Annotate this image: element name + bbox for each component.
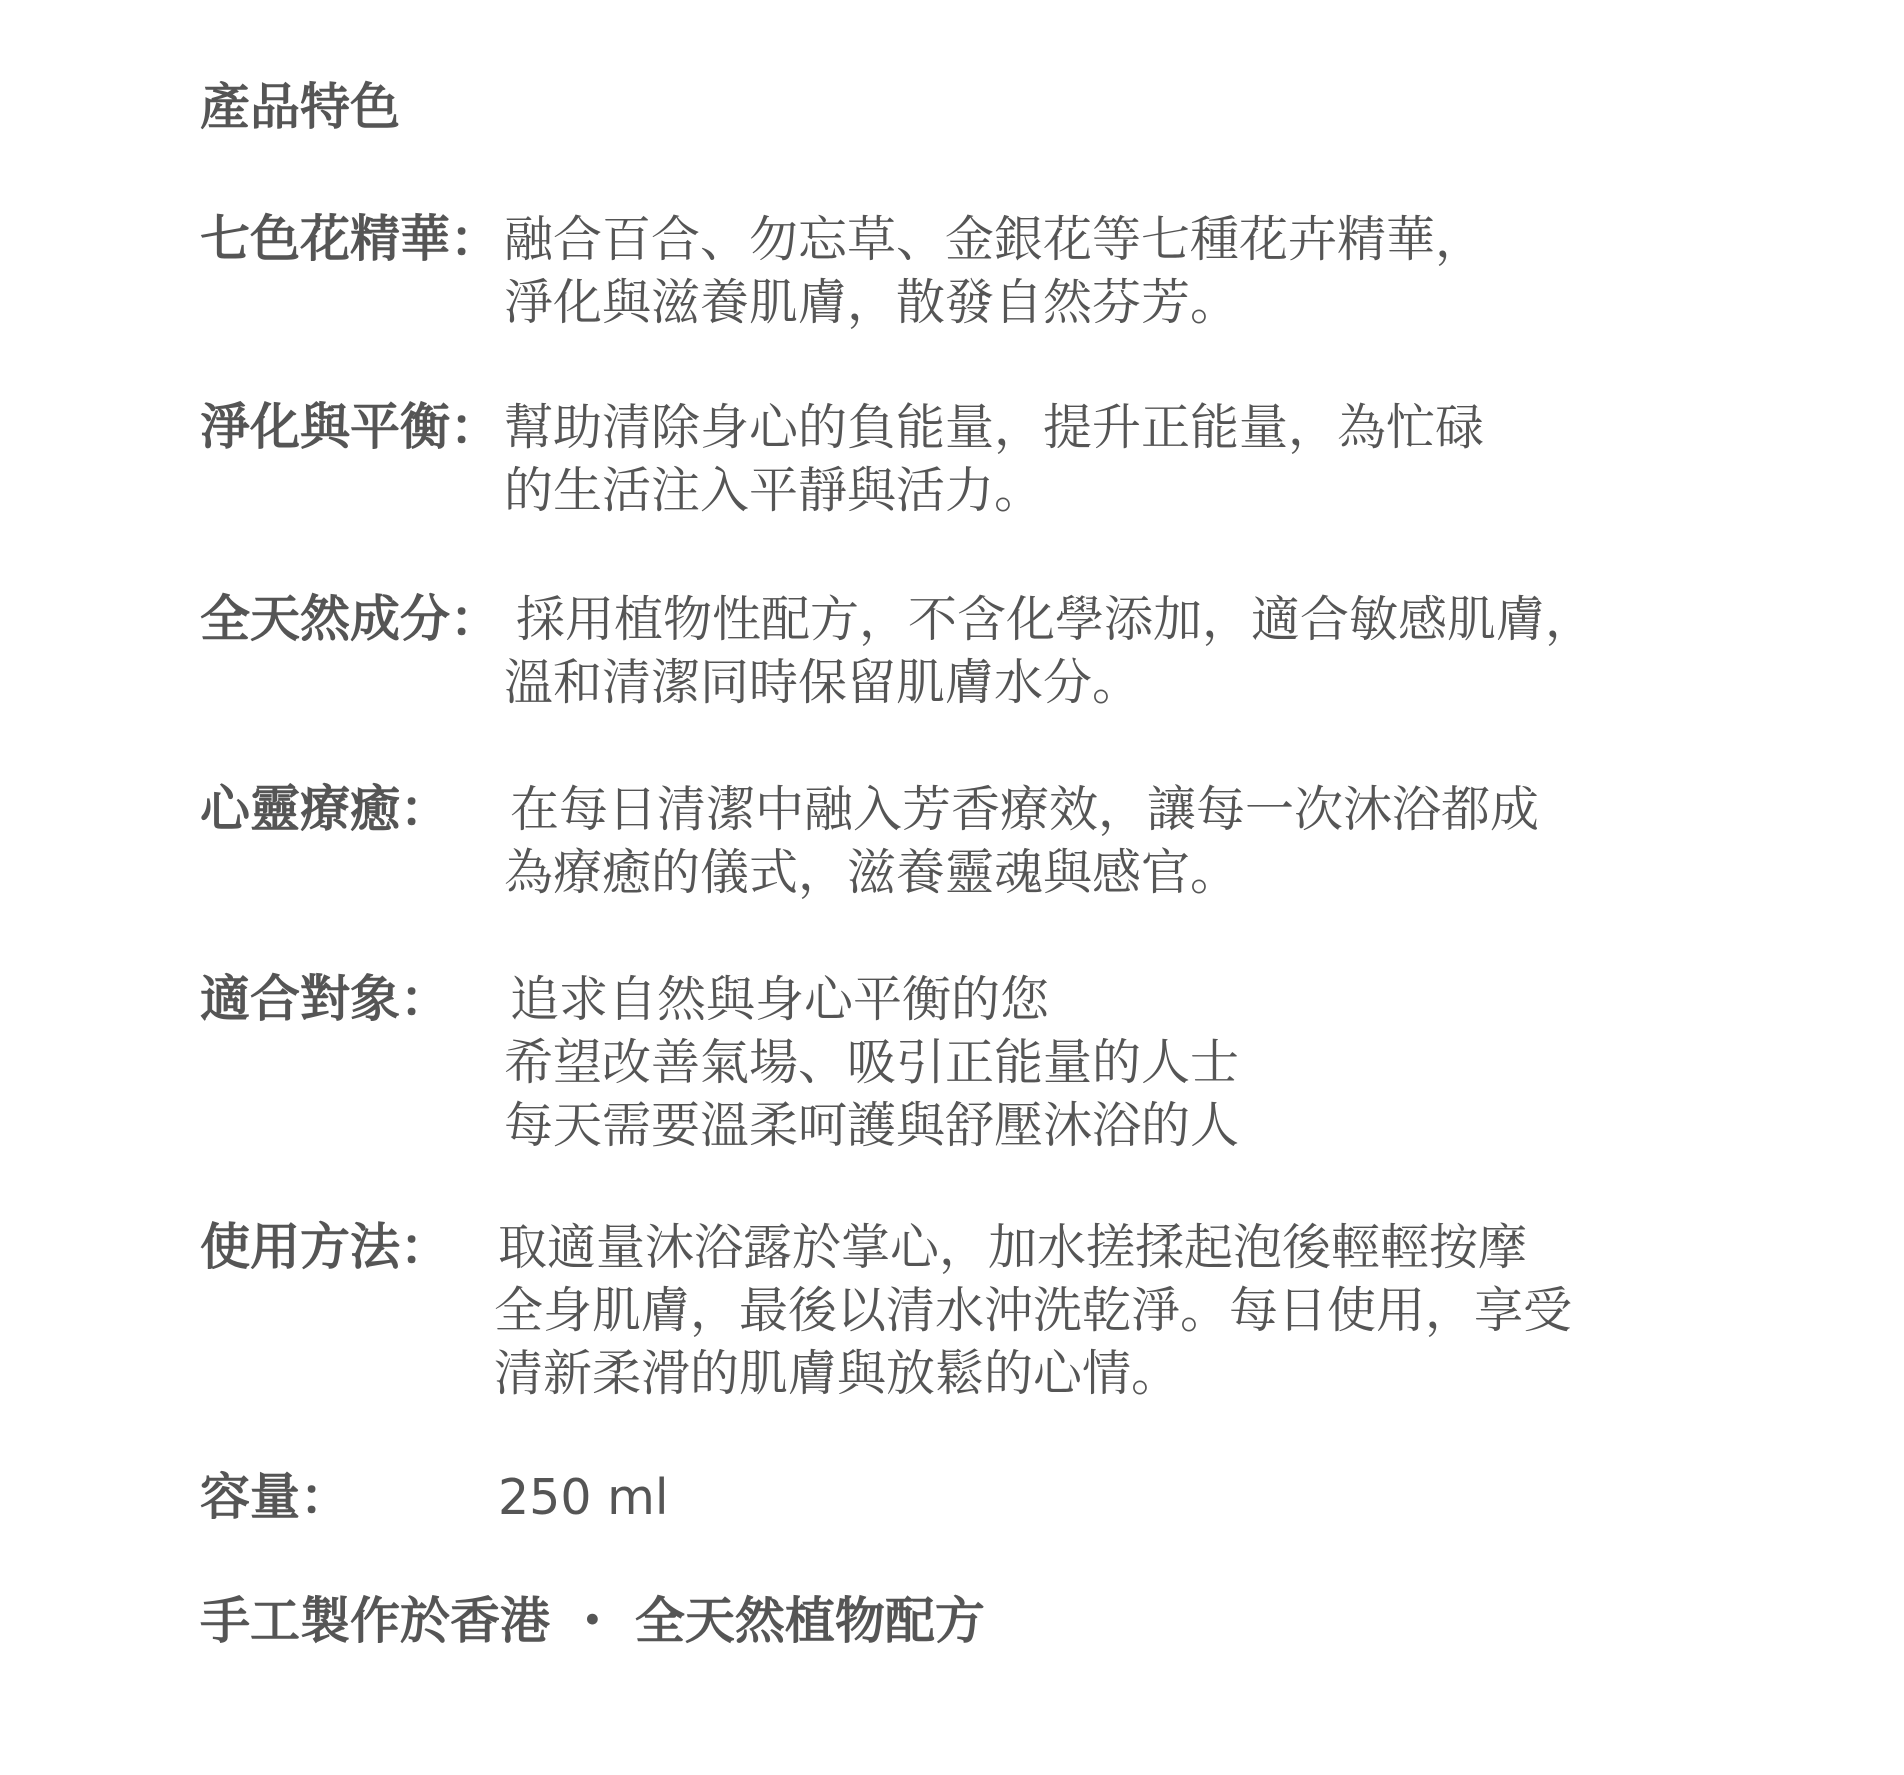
feature-description bbox=[494, 1216, 1572, 1405]
feature-label: 全天然成分： bbox=[200, 590, 500, 648]
feature-description-line: 融合百合、勿忘草、金銀花等七種花卉精華， bbox=[504, 211, 1485, 268]
feature-description-line: 取適量沐浴露於掌心，加水搓揉起泡後輕輕按摩 bbox=[498, 1219, 1528, 1276]
section-title: 產品特色 bbox=[200, 78, 400, 136]
feature-label: 使用方法： bbox=[200, 1218, 450, 1276]
feature-description bbox=[504, 208, 1484, 334]
feature-label: 七色花精華： bbox=[200, 210, 500, 268]
volume-value: 250 ml bbox=[498, 1469, 669, 1526]
feature-description-line: 在每日清潔中融入芳香療效，讓每一次沐浴都成 bbox=[510, 781, 1540, 838]
feature-label: 心靈療癒： bbox=[200, 780, 450, 838]
feature-label: 淨化與平衡： bbox=[200, 398, 500, 456]
feature-description-line: 每天需要溫柔呵護與舒壓沐浴的人 bbox=[504, 1097, 1240, 1154]
footer-tagline: 手工製作於香港 ・ 全天然植物配方 bbox=[200, 1592, 985, 1650]
feature-description-line: 全身肌膚，最後以清水沖洗乾淨。每日使用，享受 bbox=[494, 1282, 1573, 1339]
feature-description-line: 清新柔滑的肌膚與放鬆的心情。 bbox=[494, 1345, 1181, 1402]
feature-description-line: 的生活注入平靜與活力。 bbox=[504, 462, 1044, 519]
feature-label: 容量： bbox=[200, 1468, 350, 1526]
feature-description bbox=[504, 968, 1239, 1157]
feature-description-line: 溫和清潔同時保留肌膚水分。 bbox=[504, 654, 1142, 711]
feature-label: 適合對象： bbox=[200, 970, 450, 1028]
feature-description-line: 希望改善氣場、吸引正能量的人士 bbox=[504, 1034, 1240, 1091]
feature-description-line: 追求自然與身心平衡的您 bbox=[510, 971, 1050, 1028]
feature-description bbox=[504, 778, 1539, 904]
feature-description bbox=[498, 1466, 668, 1529]
feature-description-line: 幫助清除身心的負能量，提升正能量，為忙碌 bbox=[504, 399, 1485, 456]
feature-description bbox=[504, 588, 1594, 714]
feature-description-line: 淨化與滋養肌膚，散發自然芬芳。 bbox=[504, 274, 1240, 331]
feature-description-line: 採用植物性配方，不含化學添加，適合敏感肌膚， bbox=[516, 591, 1595, 648]
feature-description bbox=[504, 396, 1484, 522]
feature-description-line: 為療癒的儀式，滋養靈魂與感官。 bbox=[504, 844, 1240, 901]
